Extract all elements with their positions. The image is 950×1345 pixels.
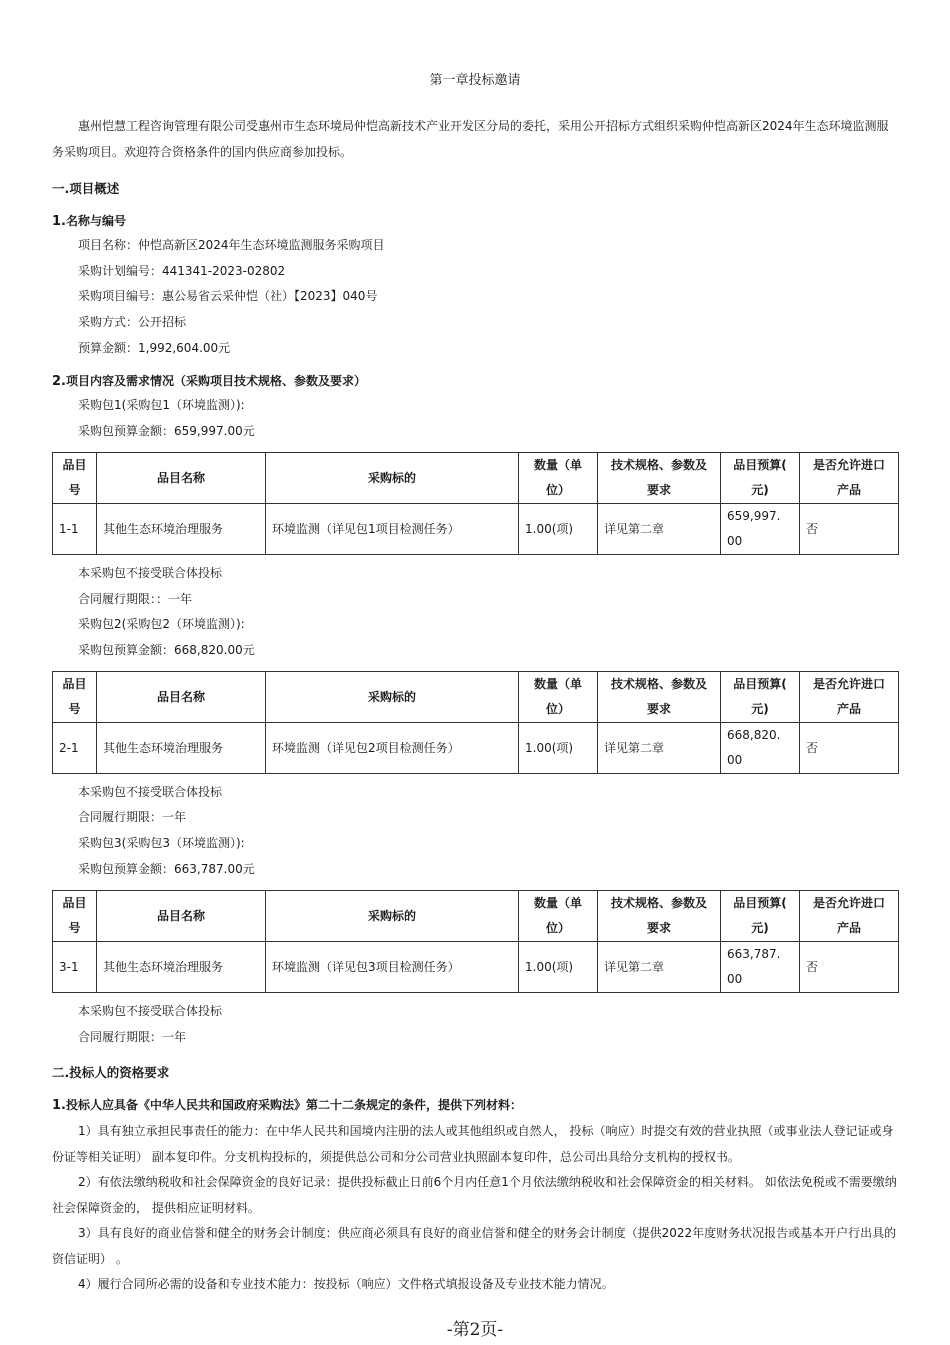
intro-paragraph: 惠州恺慧工程咨询管理有限公司受惠州市生态环境局仲恺高新技术产业开发区分局的委托，采用公开招标方式组织采购仲恺高新区2024年生态环境监测服务采购项目。欢迎符合资格条件的国内供应商参加投标。 [52, 119, 889, 159]
cell-item-no: 2-1 [53, 723, 97, 774]
header-budget: 品目预算( 元) [721, 672, 800, 723]
package-label: 采购包1(采购包1（环境监测）): [78, 398, 245, 412]
table-row [53, 723, 899, 774]
package-budget: 采购包预算金额：668,820.00元 [78, 643, 255, 657]
header-budget: 品目预算( 元) [721, 891, 800, 942]
cell-budget: 668,820. 00 [721, 723, 800, 774]
header-quantity: 数量（单 位） [519, 453, 598, 504]
subsection-number: 1. [52, 1098, 66, 1113]
table-header-row [53, 672, 899, 723]
cell-spec: 详见第二章 [598, 504, 721, 555]
header-target: 采购标的 [266, 453, 519, 504]
cell-quantity: 1.00(项) [519, 723, 598, 774]
header-spec: 技术规格、参数及 要求 [598, 891, 721, 942]
chapter-title: 第一章投标邀请 [429, 73, 521, 88]
cell-budget: 659,997. 00 [721, 504, 800, 555]
header-item-name: 品目名称 [97, 891, 266, 942]
cell-item-name: 其他生态环境治理服务 [97, 942, 266, 993]
contract-period: 合同履行期限：一年 [78, 810, 187, 824]
project-number: 采购项目编号：惠公易省云采仲恺（社）【2023】040号 [78, 289, 378, 303]
cell-item-name: 其他生态环境治理服务 [97, 504, 266, 555]
section2-heading: 二.投标人的资格要求 [52, 1065, 170, 1080]
table-row [53, 504, 899, 555]
subsection-content [52, 375, 366, 388]
header-item-name: 品目名称 [97, 672, 266, 723]
section1-heading: 一.项目概述 [52, 181, 120, 196]
header-item-name: 品目名称 [97, 453, 266, 504]
header-target: 采购标的 [266, 891, 519, 942]
cell-quantity: 1.00(项) [519, 942, 598, 993]
header-item-no: 品目 号 [53, 453, 97, 504]
header-target: 采购标的 [266, 672, 519, 723]
header-spec: 技术规格、参数及 要求 [598, 453, 721, 504]
cell-import: 否 [800, 723, 899, 774]
header-quantity: 数量（单 位） [519, 672, 598, 723]
subsection-name-number [52, 215, 126, 228]
header-quantity: 数量（单 位） [519, 891, 598, 942]
budget-amount: 预算金额：1,992,604.00元 [78, 341, 231, 355]
header-import: 是否允许进口 产品 [800, 891, 899, 942]
cell-item-no: 1-1 [53, 504, 97, 555]
subsection-title: 名称与编号 [65, 214, 126, 228]
cell-target: 环境监测（详见包2项目检测任务） [266, 723, 519, 774]
cell-item-name: 其他生态环境治理服务 [97, 723, 266, 774]
package-table [52, 890, 899, 993]
cell-import: 否 [800, 942, 899, 993]
cell-quantity: 1.00(项) [519, 504, 598, 555]
header-spec: 技术规格、参数及 要求 [598, 672, 721, 723]
plan-number: 采购计划编号：441341-2023-02802 [78, 264, 286, 278]
subsection-title: 项目内容及需求情况（采购项目技术规格、参数及要求） [65, 374, 366, 388]
table-header-row [53, 891, 899, 942]
qualification-item: 2）有依法缴纳税收和社会保障资金的良好记录：提供投标截止日前6个月内任意1个月依法缴纳税收和社会保障资金的相关材料。 如依法免税或不需要缴纳社会保障资金的， 提供相应证明材料。 [52, 1175, 897, 1215]
table-header-row [53, 453, 899, 504]
no-joint-bid: 本采购包不接受联合体投标 [78, 566, 223, 580]
header-import: 是否允许进口 产品 [800, 453, 899, 504]
contract-period: 合同履行期限：一年 [78, 1030, 187, 1044]
cell-budget: 663,787. 00 [721, 942, 800, 993]
qualification-item: 3）具有良好的商业信誉和健全的财务会计制度：供应商必须具有良好的商业信誉和健全的财务会计制度（提供2022年度财务状况报告或基本开户行出具的资信证明） 。 [52, 1226, 897, 1266]
package-table [52, 671, 899, 774]
header-budget: 品目预算( 元) [721, 453, 800, 504]
project-name: 项目名称：仲恺高新区2024年生态环境监测服务采购项目 [78, 238, 385, 252]
no-joint-bid: 本采购包不接受联合体投标 [78, 1004, 223, 1018]
cell-target: 环境监测（详见包3项目检测任务） [266, 942, 519, 993]
procurement-method: 采购方式：公开招标 [78, 315, 187, 329]
package-table [52, 452, 899, 555]
header-item-no: 品目 号 [53, 891, 97, 942]
page-number: -第2页- [446, 1320, 504, 1340]
no-joint-bid: 本采购包不接受联合体投标 [78, 785, 223, 799]
subsection-title: 投标人应具备《中华人民共和国政府采购法》第二十二条规定的条件，提供下列材料： [65, 1098, 522, 1112]
header-item-no: 品目 号 [53, 672, 97, 723]
subsection-number: 2. [52, 374, 66, 389]
cell-target: 环境监测（详见包1项目检测任务） [266, 504, 519, 555]
cell-import: 否 [800, 504, 899, 555]
cell-spec: 详见第二章 [598, 942, 721, 993]
subsection-qualification [52, 1099, 522, 1112]
package-label: 采购包3(采购包3（环境监测）): [78, 836, 245, 850]
subsection-number: 1. [52, 214, 66, 229]
table-row [53, 942, 899, 993]
cell-spec: 详见第二章 [598, 723, 721, 774]
cell-item-no: 3-1 [53, 942, 97, 993]
package-budget: 采购包预算金额：659,997.00元 [78, 424, 255, 438]
package-label: 采购包2(采购包2（环境监测）): [78, 617, 245, 631]
qualification-item: 1）具有独立承担民事责任的能力：在中华人民共和国境内注册的法人或其他组织或自然人， 投标（响应）时提交有效的营业执照（或事业法人登记证或身份证等相关证明） 副本复印件。分支机构投标的，须提供总公司和分公司营业执照副本复印件，总公司出具给分支机构的授权书。 [52, 1124, 894, 1164]
package-budget: 采购包预算金额：663,787.00元 [78, 862, 255, 876]
qualification-item: 4）履行合同所必需的设备和专业技术能力：按投标（响应）文件格式填报设备及专业技术能力情况。 [78, 1277, 614, 1291]
header-import: 是否允许进口 产品 [800, 672, 899, 723]
contract-period: 合同履行期限：：一年 [78, 592, 193, 606]
